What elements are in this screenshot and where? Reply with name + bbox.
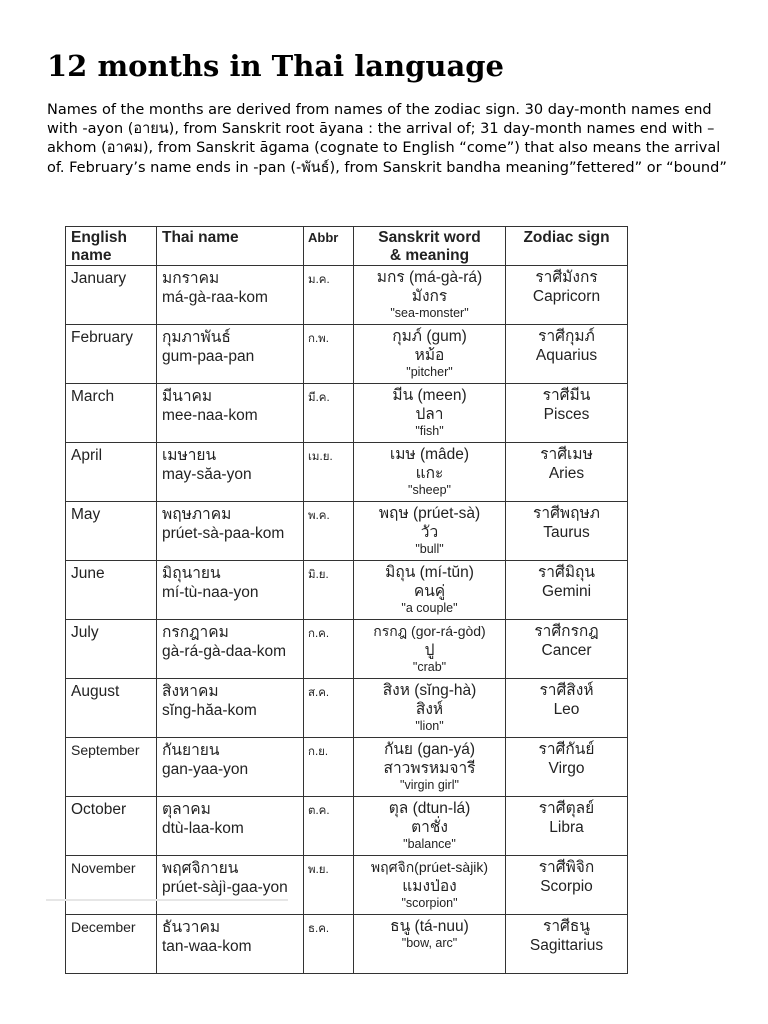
cell-zodiac-sign xyxy=(506,502,628,561)
cell-abbr: พ.ค. xyxy=(304,502,354,561)
sanskrit-thai-meaning: คนคู่ xyxy=(413,583,446,600)
thai-script: กรกฎาคม xyxy=(162,624,229,641)
cell-thai-name xyxy=(157,443,304,502)
zodiac-english: Scorpio xyxy=(540,878,593,895)
table-row xyxy=(66,502,628,561)
table-row xyxy=(66,384,628,443)
sanskrit-english-meaning: "scorpion" xyxy=(401,896,458,910)
cell-thai-name xyxy=(157,502,304,561)
cell-abbr: มิ.ย. xyxy=(304,561,354,620)
sanskrit-thai-meaning: สาวพรหมจารี xyxy=(383,760,476,777)
sanskrit-english-meaning: "sheep" xyxy=(408,483,451,497)
cell-zodiac-sign xyxy=(506,384,628,443)
sanskrit-english-meaning: "balance" xyxy=(403,837,456,851)
zodiac-thai: ราศีกุมภ์ xyxy=(538,328,595,345)
cell-english-name: April xyxy=(66,443,157,502)
cell-thai-name xyxy=(157,915,304,974)
cell-english-name: October xyxy=(66,797,157,856)
cell-sanskrit xyxy=(354,915,506,974)
sanskrit-thai-meaning: แมงป่อง xyxy=(402,878,457,895)
zodiac-english: Libra xyxy=(549,819,584,836)
header-english-name: English name xyxy=(66,227,157,266)
cell-thai-name xyxy=(157,325,304,384)
header-thai-name: Thai name xyxy=(157,227,304,266)
sanskrit-thai-meaning: หม้อ xyxy=(414,347,445,364)
cell-english-name: February xyxy=(66,325,157,384)
cell-zodiac-sign xyxy=(506,325,628,384)
cell-english-name: November xyxy=(66,856,157,915)
transliteration: tan-waa-kom xyxy=(162,938,252,955)
thai-script: ตุลาคม xyxy=(162,801,211,818)
thai-script: มิถุนายน xyxy=(162,565,221,582)
thai-script: มกราคม xyxy=(162,270,220,287)
sanskrit-word: มิถุน (mí-tŭn) xyxy=(385,564,474,581)
cell-thai-name xyxy=(157,797,304,856)
zodiac-thai: ราศีธนู xyxy=(543,918,590,935)
transliteration: gà-rá-gà-daa-kom xyxy=(162,643,287,660)
sanskrit-word: สิงห (sĭng-hà) xyxy=(382,682,477,699)
cell-sanskrit xyxy=(354,738,506,797)
transliteration: gum-paa-pan xyxy=(162,348,255,365)
cell-abbr: ก.พ. xyxy=(304,325,354,384)
cell-sanskrit xyxy=(354,797,506,856)
cell-thai-name xyxy=(157,620,304,679)
zodiac-english: Aries xyxy=(548,465,585,482)
cell-english-name: September xyxy=(66,738,157,797)
cell-abbr: เม.ย. xyxy=(304,443,354,502)
cell-zodiac-sign xyxy=(506,915,628,974)
months-table xyxy=(65,226,628,974)
cell-sanskrit xyxy=(354,266,506,325)
cell-sanskrit xyxy=(354,856,506,915)
sanskrit-word: กรกฎ (gor-rá-gòd) xyxy=(373,623,486,639)
cell-english-name: January xyxy=(66,266,157,325)
transliteration: sĭng-hăa-kom xyxy=(162,702,257,719)
cell-thai-name xyxy=(157,266,304,325)
table-row xyxy=(66,679,628,738)
thai-script: กันยายน xyxy=(162,742,220,759)
header-abbr: Abbr xyxy=(304,227,354,266)
sanskrit-word: ธนู (tá-nuu) xyxy=(390,918,469,935)
sanskrit-word: ตุล (dtun-lá) xyxy=(388,800,471,817)
table-row xyxy=(66,561,628,620)
transliteration: mí-tù-naa-yon xyxy=(162,584,259,601)
cell-zodiac-sign xyxy=(506,797,628,856)
cell-zodiac-sign xyxy=(506,738,628,797)
zodiac-thai: ราศีพฤษภ xyxy=(533,505,600,522)
cell-abbr: ต.ค. xyxy=(304,797,354,856)
transliteration: dtù-laa-kom xyxy=(162,820,244,837)
cell-thai-name xyxy=(157,384,304,443)
transliteration: prúet-sàjì-gaa-yon xyxy=(162,879,288,896)
cell-abbr: ม.ค. xyxy=(304,266,354,325)
sanskrit-word: กันย (gan-yá) xyxy=(383,741,476,758)
zodiac-english: Cancer xyxy=(541,642,592,659)
cell-zodiac-sign xyxy=(506,679,628,738)
thai-script: พฤศจิกายน xyxy=(162,860,239,877)
cell-zodiac-sign xyxy=(506,856,628,915)
cell-zodiac-sign xyxy=(506,266,628,325)
table-row xyxy=(66,325,628,384)
cell-abbr: ก.ย. xyxy=(304,738,354,797)
cell-abbr: ธ.ค. xyxy=(304,915,354,974)
table-row xyxy=(66,266,628,325)
header-zodiac-sign: Zodiac sign xyxy=(506,227,628,266)
intro-paragraph: Names of the months are derived from names of the zodiac sign. 30 day-month names end with -ayon (อายน), from Sanskrit root āyana : the arrival of; 31 day-month names end with –akhom (อาคม), from Sanskrit āgama (cognate to English “come”) that also means the arrival of. February’s name ends in -pan (-พันธ์), from Sanskrit bandha meaning”fettered” or “bound” xyxy=(47,102,727,176)
thai-script: มีนาคม xyxy=(162,388,213,405)
thai-script: พฤษภาคม xyxy=(162,506,232,523)
table-row xyxy=(66,738,628,797)
table-row xyxy=(66,443,628,502)
zodiac-english: Capricorn xyxy=(532,288,601,305)
table-row xyxy=(66,620,628,679)
cell-abbr: ก.ค. xyxy=(304,620,354,679)
cell-sanskrit xyxy=(354,679,506,738)
sanskrit-english-meaning: "fish" xyxy=(415,424,444,438)
page-title: 12 months in Thai language xyxy=(47,49,505,83)
sanskrit-word: มกร (má-gà-rá) xyxy=(376,269,483,286)
zodiac-thai: ราศีกรกฎ xyxy=(534,623,599,640)
sanskrit-english-meaning: "crab" xyxy=(412,660,447,674)
cell-sanskrit xyxy=(354,561,506,620)
zodiac-thai: ราศีกันย์ xyxy=(538,741,595,758)
cell-english-name: July xyxy=(66,620,157,679)
cell-zodiac-sign xyxy=(506,620,628,679)
sanskrit-english-meaning: "a couple" xyxy=(401,601,458,615)
zodiac-english: Taurus xyxy=(543,524,590,541)
transliteration: gan-yaa-yon xyxy=(162,761,249,778)
table-row xyxy=(66,915,628,974)
cell-english-name: March xyxy=(66,384,157,443)
cell-thai-name xyxy=(157,738,304,797)
sanskrit-thai-meaning: ปู xyxy=(424,642,435,659)
header-sanskrit: Sanskrit word & meaning xyxy=(354,227,506,266)
cell-english-name: May xyxy=(66,502,157,561)
sanskrit-thai-meaning: สิงห์ xyxy=(415,701,444,718)
transliteration: may-săa-yon xyxy=(162,466,252,483)
zodiac-thai: ราศีสิงห์ xyxy=(539,682,594,699)
zodiac-thai: ราศีมีน xyxy=(542,387,591,404)
transliteration: mee-naa-kom xyxy=(162,407,258,424)
zodiac-english: Gemini xyxy=(541,583,592,600)
zodiac-thai: ราศีพิจิก xyxy=(538,859,595,876)
zodiac-thai: ราศีเมษ xyxy=(540,446,593,463)
zodiac-english: Virgo xyxy=(548,760,585,777)
cell-abbr: มี.ค. xyxy=(304,384,354,443)
zodiac-thai: ราศีมังกร xyxy=(535,269,598,286)
divider xyxy=(46,899,288,901)
cell-thai-name xyxy=(157,679,304,738)
sanskrit-word: กุมภ์ (gum) xyxy=(392,328,467,345)
zodiac-english: Leo xyxy=(553,701,580,718)
cell-sanskrit xyxy=(354,325,506,384)
table-row xyxy=(66,856,628,915)
sanskrit-english-meaning: "sea-monster" xyxy=(390,306,469,320)
cell-sanskrit xyxy=(354,620,506,679)
sanskrit-thai-meaning: ตาชั่ง xyxy=(411,819,448,836)
sanskrit-word: พฤษ (prúet-sà) xyxy=(378,505,481,522)
table-header-row xyxy=(66,227,628,266)
sanskrit-english-meaning: "bow, arc" xyxy=(401,936,458,950)
sanskrit-word: เมษ (mâde) xyxy=(389,446,470,463)
sanskrit-word: พฤศจิก(prúet-sàjik) xyxy=(370,859,489,875)
sanskrit-english-meaning: "virgin girl" xyxy=(400,778,459,792)
cell-thai-name xyxy=(157,561,304,620)
zodiac-english: Sagittarius xyxy=(529,937,604,954)
sanskrit-word: มีน (meen) xyxy=(392,387,467,404)
zodiac-thai: ราศีตุลย์ xyxy=(538,800,595,817)
cell-thai-name xyxy=(157,856,304,915)
cell-sanskrit xyxy=(354,502,506,561)
cell-english-name: August xyxy=(66,679,157,738)
sanskrit-thai-meaning: มังกร xyxy=(411,288,448,305)
cell-abbr: ส.ค. xyxy=(304,679,354,738)
sanskrit-thai-meaning: ปลา xyxy=(415,406,444,423)
sanskrit-thai-meaning: แกะ xyxy=(415,465,444,482)
cell-abbr: พ.ย. xyxy=(304,856,354,915)
sanskrit-english-meaning: "bull" xyxy=(415,542,444,556)
table-row xyxy=(66,797,628,856)
cell-zodiac-sign xyxy=(506,561,628,620)
transliteration: prúet-sà-paa-kom xyxy=(162,525,285,542)
cell-sanskrit xyxy=(354,384,506,443)
zodiac-english: Aquarius xyxy=(535,347,598,364)
thai-script: ธันวาคม xyxy=(162,919,221,936)
sanskrit-thai-meaning: วัว xyxy=(420,524,439,541)
zodiac-english: Pisces xyxy=(543,406,590,423)
cell-english-name: June xyxy=(66,561,157,620)
transliteration: má-gà-raa-kom xyxy=(162,289,268,306)
sanskrit-english-meaning: "lion" xyxy=(415,719,444,733)
sanskrit-english-meaning: "pitcher" xyxy=(406,365,453,379)
thai-script: สิงหาคม xyxy=(162,683,219,700)
thai-script: กุมภาพันธ์ xyxy=(162,329,231,346)
cell-sanskrit xyxy=(354,443,506,502)
cell-english-name: December xyxy=(66,915,157,974)
zodiac-thai: ราศีมิถุน xyxy=(537,564,596,581)
cell-zodiac-sign xyxy=(506,443,628,502)
thai-script: เมษายน xyxy=(162,447,217,464)
